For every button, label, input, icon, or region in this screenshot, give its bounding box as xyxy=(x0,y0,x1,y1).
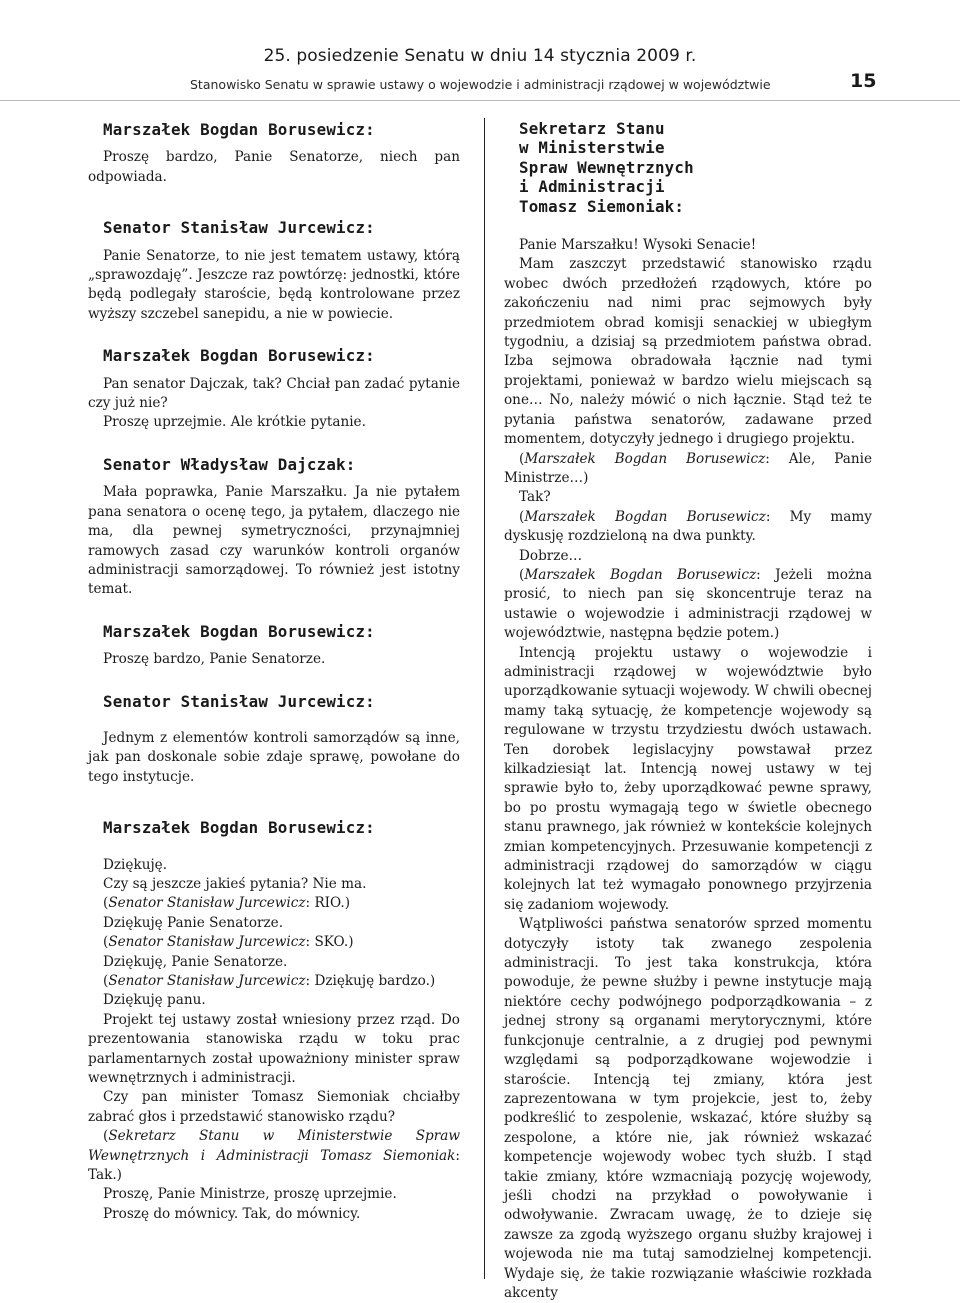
running-header-title: 25. posiedzenie Senatu w dniu 14 stycznia 2009 r. xyxy=(263,46,697,66)
speech-block xyxy=(88,346,460,433)
header-rule xyxy=(0,100,960,101)
paragraph: Jednym z elementów kontroli samorządów są inne, jak pan doskonale sobie zdaje sprawę, powołane do tego instytucje. xyxy=(88,729,460,785)
paragraph: Czy pan minister Tomasz Siemoniak chciałby zabrać głos i przedstawić stanowisko rządu? xyxy=(88,1089,460,1125)
paragraph: Pan senator Dajczak, tak? Chciał pan zadać pytanie czy już nie? xyxy=(88,375,460,412)
page-number: 15 xyxy=(850,70,877,92)
paragraph: Proszę do mównicy. Tak, do mównicy. xyxy=(103,1205,361,1222)
speech-block xyxy=(88,692,460,788)
speech-block xyxy=(88,622,460,670)
interjection: (Senator Stanisław Jurcewicz: Dziękuję bardzo.) xyxy=(103,973,436,989)
speaker-heading: Marszałek Bogdan Borusewicz: xyxy=(103,120,375,139)
speaker-heading: Senator Władysław Dajczak: xyxy=(103,454,356,474)
speaker-heading: Marszałek Bogdan Borusewicz: xyxy=(103,621,375,641)
interjection: (Senator Stanisław Jurcewicz: SKO.) xyxy=(103,934,354,951)
paragraph: Intencją projektu ustawy o wojewodzie i administracji rządowej w województwie było uporządkowanie sytuacji wojewody. W chwili obecnej mamy taką sytuację, że kompetencje wojewody są regulowane w trzystu trzydziestu dwóch ustawach. Ten dorobek legislacyjny powstawał przez kilkadziesiąt lat. Intencją nowej ustawy w tej sprawie było to, żeby uporządkować pewne sprawy, bo po prostu wymagają tego w świetle obecnego stanu prawnego, jak również w kontekście kolejnych zmian kompetencyjnych. Przesuwanie kompetencji z administracji rządowej do samorządów w ciągu kolejnych lat też wymagało ponownego przyjrzenia się zadaniom wojewody. xyxy=(504,644,872,913)
paragraph: Czy są jeszcze jakieś pytania? Nie ma. xyxy=(103,875,367,892)
speaker-heading-line: Sekretarz Stanu xyxy=(519,119,665,138)
paragraph: Dziękuję. xyxy=(103,856,168,873)
paragraph: Proszę uprzejmie. Ale krótkie pytanie. xyxy=(103,414,366,431)
running-header-subtitle: Stanowisko Senatu w sprawie ustawy o wojewodzie i administracji rządowej w województwie xyxy=(190,77,771,92)
interjection: (Sekretarz Stanu w Ministerstwie Spraw Wewnętrznych i Administracji Tomasz Siemoniak: Tak.) xyxy=(88,1128,460,1184)
speaker-heading-line: w Ministerstwie xyxy=(519,138,665,158)
speech-block xyxy=(88,120,460,187)
interjection: (Marszałek Bogdan Borusewicz: My mamy dyskusję rozdzieloną na dwa punkty. xyxy=(504,508,872,545)
paragraph: Dobrze… xyxy=(519,547,583,564)
speech-block xyxy=(88,818,460,1224)
speaker-heading: Senator Stanisław Jurcewicz: xyxy=(103,691,375,711)
paragraph: Projekt tej ustawy został wniesiony przez rząd. Do prezentowania stanowiska rządu w toku prac parlamentarnych został upoważniony minister spraw wewnętrznych i administracji. xyxy=(88,1011,460,1087)
paragraph: Wątpliwości państwa senatorów sprzed momentu dotyczyły istoty tak zwanego zespolenia administracji. To jest taka konstrukcja, która powoduje, że pewne służby i pewne instytucje mają niektóre cechy podwójnego podporządkowania – z jednej strony są organami merytorycznymi, które funkcjonuje centralnie, a z drugiej pod pewnymi względami są podporządkowane wojewodzie i staroście. Intencją tej zmiany, która jest zaprezentowana w tym projekcie, jest to, żeby podkreślić to zespolenie, wskazać, które służby są zespolone, a które nie, jak również wskazać kompetencje wojewody wobec tych służb. I stąd takie zmiany, które wzmacniają pozycję wojewody, jeśli chodzi na przykład o powoływanie i odwoływanie. Zwracam uwagę, że to dzieje się zawsze za zgodą wyższego organu służby krajowej i wojewoda nie ma tutaj samodzielnej kompetencji. Wydaje się, że takie rozwiązanie właściwie rozkłada akcenty xyxy=(504,916,872,1301)
left-column xyxy=(88,118,460,1224)
speech-block xyxy=(88,218,460,324)
column-divider xyxy=(484,118,485,1279)
right-column xyxy=(504,117,872,1303)
paragraph: Mam zaszczyt przedstawić stanowisko rządu wobec dwóch przedłożeń rządowych, które po zakończeniu nad nimi prac sejmowych były przedmiotem obrad komisji senackiej w ubiegłym tygodniu, a dzisiaj są przedmiotem państwa obrad. Izba sejmowa obradowała łącznie nad tymi projektami, ponieważ w bardzo wielu miejscach są one… No, należy mówić o nich łącznie. Stąd też te pytania państwa senatorów, zadawane przed momentem, dotyczyły jednego i drugiego projektu. xyxy=(504,256,872,448)
paragraph: Panie Senatorze, to nie jest tematem ustawy, którą „sprawozdaję”. Jeszcze raz powtórzę: jednostki, które będą podlegały staroście, będą kontrolowane przez wyższy szczebel sanepidu, a nie w powiecie. xyxy=(88,247,460,322)
paragraph: Proszę, Panie Ministrze, proszę uprzejmie. xyxy=(103,1186,397,1203)
speaker-heading: Senator Stanisław Jurcewicz: xyxy=(103,218,375,238)
speaker-heading: Marszałek Bogdan Borusewicz: xyxy=(103,346,375,366)
paragraph: Proszę bardzo, Panie Senatorze, niech pan odpowiada. xyxy=(88,149,460,185)
paragraph: Dziękuję, Panie Senatorze. xyxy=(103,953,288,970)
speaker-heading xyxy=(504,119,872,216)
interjection: (Marszałek Bogdan Borusewicz: Ale, Panie Ministrze…) xyxy=(504,450,872,486)
speaker-heading-line: Spraw Wewnętrznych xyxy=(519,157,694,177)
speaker-heading: Marszałek Bogdan Borusewicz: xyxy=(103,818,375,838)
speaker-heading-line: i Administracji xyxy=(519,177,665,197)
interjection: (Marszałek Bogdan Borusewicz: Jeżeli można prosić, to niech pan się skoncentruje teraz na ustawie o wojewodzie i administracji rządowej w województwie, następna będzie potem.) xyxy=(504,566,872,642)
speaker-heading-line: Tomasz Siemoniak: xyxy=(519,196,685,216)
paragraph: Tak? xyxy=(519,489,551,506)
speech-block xyxy=(88,455,460,600)
interjection: (Senator Stanisław Jurcewicz: RIO.) xyxy=(103,895,351,912)
paragraph: Panie Marszałku! Wysoki Senacie! xyxy=(519,237,757,254)
paragraph: Dziękuję panu. xyxy=(103,992,206,1009)
paragraph: Proszę bardzo, Panie Senatorze. xyxy=(103,651,326,668)
paragraph: Mała poprawka, Panie Marszałku. Ja nie pytałem pana senatora o ocenę tego, ja pytałem, dlaczego nie ma, dla pewnej symetryczności, przynajmniej ramowych zasad czy warunków kontroli organów administracji samorządowej. To również jest istotny temat. xyxy=(88,484,460,598)
paragraph: Dziękuję Panie Senatorze. xyxy=(103,914,284,931)
